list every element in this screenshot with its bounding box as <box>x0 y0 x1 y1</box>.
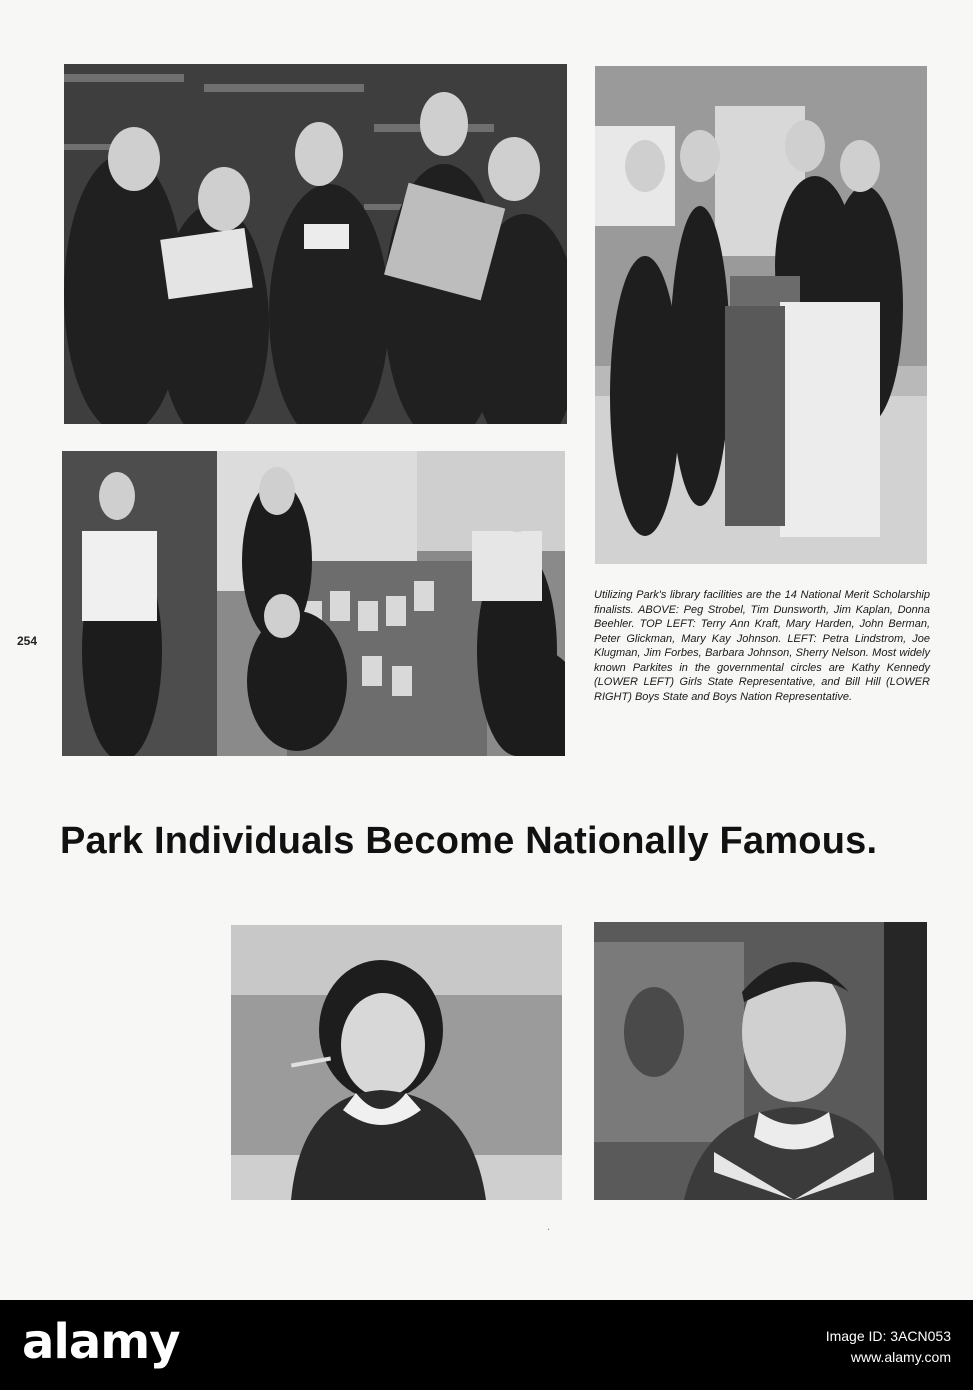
photo-magazine-rack-image <box>62 451 565 756</box>
footer-info <box>826 1326 951 1368</box>
photo-lower-left <box>231 925 562 1200</box>
photo-mid-left <box>62 451 565 756</box>
photo-girl-portrait-image <box>231 925 562 1200</box>
photo-book-cart-image <box>595 66 927 564</box>
image-id-label: Image ID: 3ACN053 <box>825 1328 951 1344</box>
watermark-footer <box>0 1300 973 1390</box>
alamy-logo: alamy <box>22 1314 180 1370</box>
page-number: 254 <box>17 634 38 648</box>
page-headline: Park Individuals Become Nationally Famous. <box>60 820 878 862</box>
scan-speck: · <box>547 1225 551 1236</box>
photo-boy-portrait-image <box>594 922 927 1200</box>
photo-top-left <box>64 64 567 424</box>
photo-lower-right <box>594 922 927 1200</box>
photo-students-reading-image <box>64 64 567 424</box>
photo-top-right <box>595 66 927 564</box>
site-url: www.alamy.com <box>850 1349 951 1365</box>
photo-caption: Utilizing Park's library facilities are the 14 National Merit Scholarship finalists. ABOVE: Peg Strobel, Tim Dunsworth, Jim Kaplan, Donna Beehler. TOP LEFT: Terry Ann Kraft, Mary Harden, John Berman, Peter Glickman, Mary Kay Johnson. LEFT: Petra Lindstrom, Joe Klugman, Jim Forbes, Barbara Johnson, Sherry Nelson. Most widely known Parkites in the governmental circles are Kathy Kennedy (LOWER LEFT) Girls State Representative, and Bill Hill (LOWER RIGHT) Boys State and Boys Nation Representative. <box>594 589 930 703</box>
